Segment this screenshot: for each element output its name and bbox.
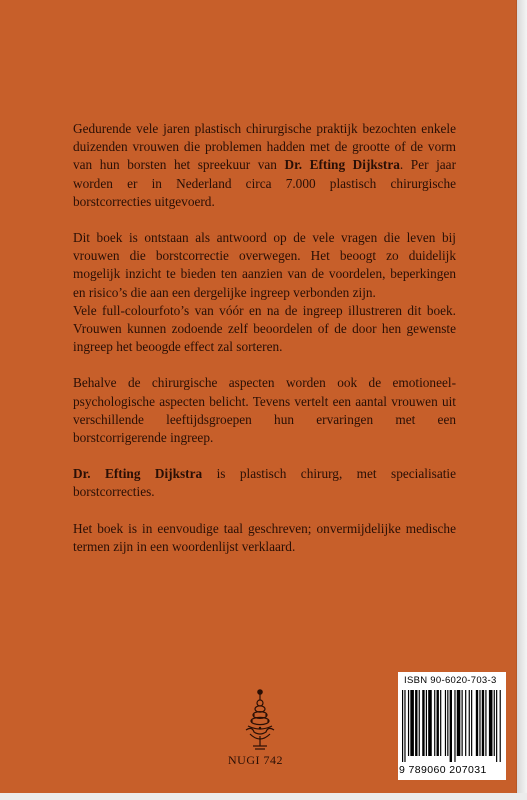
nugi-code: NUGI 742 (228, 753, 283, 767)
page-edge (517, 0, 527, 800)
paragraph-intro (73, 120, 456, 211)
blurb-text (73, 120, 456, 574)
paragraph-purpose: Dit boek is ontstaan als antwoord op de vele vragen die leven bij vrouwen die borstcorrectie overwegen. Het beoogt zo duidelijk mogelijk inzicht te bieden ten aanzien van de voordelen, beperkingen en risico’s die aan een dergelijke ingreep verbonden zijn. (73, 230, 456, 300)
paragraph-author (73, 465, 456, 501)
barcode (402, 690, 502, 762)
intro-text-after: . Per jaar worden er in Nederland circa 7.000 plastisch chirurgische borstcorrecties uitgevoerd. (73, 157, 456, 209)
author-name: Dr. Efting Dijkstra (284, 157, 400, 173)
intro-text-before: Gedurende vele jaren plastisch chirurgische praktijk bezochten enkele duizenden vrouwen die problemen hadden met de grootte of de vorm van hun borsten het spreekuur van (73, 121, 456, 173)
paragraph-aspects: Behalve de chirurgische aspecten worden ook de emotioneel-psychologische aspecten belicht. Tevens vertelt een aantal vrouwen uit verschillende leeftijdsgroepen hun ervaringen met een borstcorrigerende ingreep. (73, 375, 456, 446)
author-name-2: Dr. Efting Dijkstra (73, 466, 203, 482)
paragraph-language: Het boek is in eenvoudige taal geschreven; onvermijdelijke medische termen zijn in een woordenlijst verklaard. (73, 520, 456, 554)
isbn-label: ISBN 90-6020-703-3 (404, 675, 497, 686)
barcode-panel (398, 672, 506, 780)
barcode-digits: 9 789060 207031 (399, 764, 487, 776)
author-bio: is plastisch chirurg, met specialisatie borstcorrecties. (73, 466, 457, 500)
paragraph-photos: Vele full-colourfoto’s van vóór en na de ingreep illustreren dit boek. Vrouwen kunnen zodoende zelf beoordelen of de door hen gewenste ingreep het beoogde effect zal sorteren. (73, 302, 456, 355)
bottom-edge (0, 793, 527, 800)
publisher-logo-icon (240, 688, 280, 750)
